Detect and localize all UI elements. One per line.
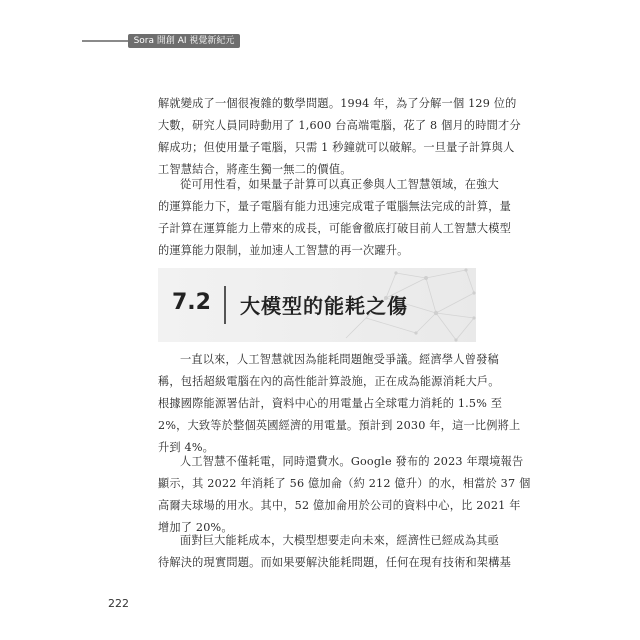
- text-line: 高爾夫球場的用水。其中，52 億加侖用於公司的資料中心，比 2021 年: [158, 499, 521, 512]
- text-line: 的運算能力下，量子電腦有能力迅速完成電子電腦無法完成的計算，量: [158, 200, 512, 213]
- text-line: 2%，大致等於整個英國經濟的用電量。預計到 2030 年，這一比例將上: [158, 419, 521, 432]
- text-line: 大數，研究人員同時動用了 1,600 台高端電腦，花了 8 個月的時間才分: [158, 119, 521, 132]
- text-line: 解就變成了一個很複雜的數學問題。1994 年，為了分解一個 129 位的: [158, 97, 517, 110]
- section-divider: [224, 286, 226, 324]
- paragraph: [158, 349, 521, 459]
- running-header: Sora 開創 AI 視覺新紀元: [128, 34, 240, 48]
- text-line: 升到 4%。: [158, 441, 215, 454]
- section-title: 大模型的能耗之傷: [240, 294, 408, 318]
- text-line: 稱，包括超級電腦在內的高性能計算設施，正在成為能源消耗大戶。: [158, 375, 500, 388]
- page-number: 222: [108, 597, 129, 610]
- text-line: 顯示，其 2022 年消耗了 56 億加侖（約 212 億升）的水，相當於 37 個: [158, 477, 531, 490]
- text-line: 一直以來，人工智慧就因為能耗問題飽受爭議。經濟學人曾發稿: [180, 353, 499, 366]
- text-line: 面對巨大能耗成本，大模型想要走向未來，經濟性已經成為其亟: [180, 534, 499, 547]
- section-number: 7.2: [172, 290, 211, 315]
- text-line: 人工智慧不僅耗電，同時還費水。Google 發布的 2023 年環境報告: [180, 455, 524, 468]
- text-line: 增加了 20%。: [158, 521, 233, 534]
- text-line: 子計算在運算能力上帶來的成長，可能會徹底打破目前人工智慧大模型: [158, 222, 512, 235]
- section-banner: [158, 268, 476, 342]
- text-line: 的運算能力限制，並加速人工智慧的再一次躍升。: [158, 244, 409, 257]
- paragraph: [158, 451, 531, 539]
- text-line: 待解決的現實問題。而如果要解決能耗問題，任何在現有技術和架構基: [158, 556, 512, 569]
- text-line: 根據國際能源署估計，資料中心的用電量占全球電力消耗的 1.5% 至: [158, 397, 503, 410]
- paragraph: [158, 530, 512, 574]
- paragraph: [158, 93, 521, 181]
- text-line: 工智慧結合，將產生獨一無二的價值。: [158, 163, 352, 176]
- paragraph: [158, 174, 512, 262]
- text-line: 解成功；但使用量子電腦，只需 1 秒鐘就可以破解。一旦量子計算與人: [158, 141, 515, 154]
- text-line: 從可用性看，如果量子計算可以真正參與人工智慧領域，在強大: [180, 178, 499, 191]
